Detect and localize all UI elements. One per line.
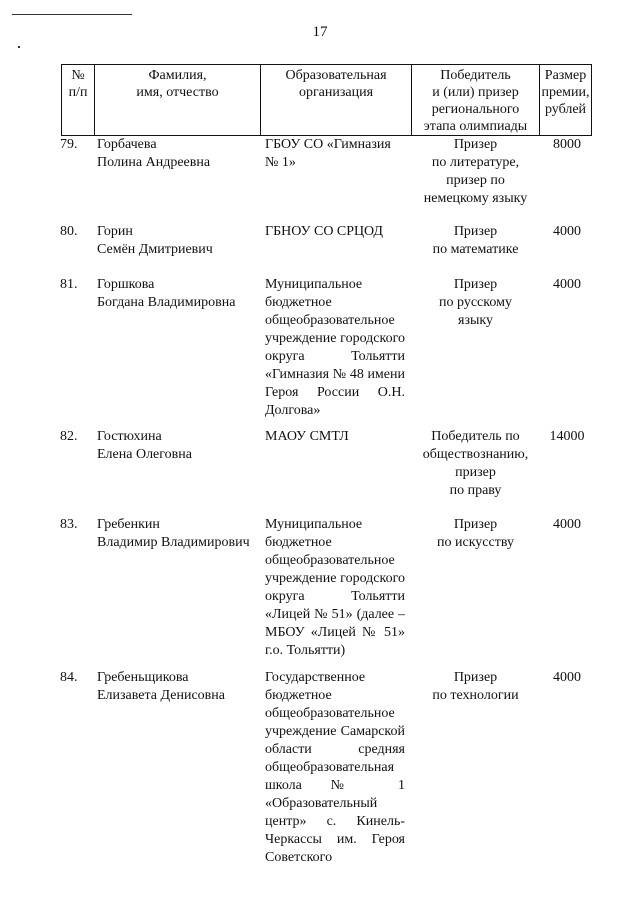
page-number: 17 bbox=[312, 24, 328, 40]
row-number: 80. bbox=[60, 224, 78, 239]
row-prize: 4000 bbox=[553, 277, 581, 292]
row-prize: 4000 bbox=[553, 670, 581, 685]
row-prize: 4000 bbox=[553, 224, 581, 239]
scan-artifact-dot bbox=[18, 46, 20, 48]
row-organization: ГБНОУ СО СРЦОД bbox=[265, 224, 383, 239]
row-full-name: Горшкова Богдана Владимировна bbox=[97, 277, 236, 310]
row-prize: 4000 bbox=[553, 517, 581, 532]
row-number: 83. bbox=[60, 517, 78, 532]
row-full-name: Гребенкин Владимир Владимирович bbox=[97, 517, 250, 550]
row-prize: 14000 bbox=[549, 429, 585, 444]
header-olympiad-result: Победитель и (или) призер регионального этапа олимпиады bbox=[411, 64, 540, 136]
row-full-name: Гребеньщикова Елизавета Денисовна bbox=[97, 670, 225, 703]
row-number: 84. bbox=[60, 670, 78, 685]
row-result: Призер по технологии bbox=[432, 670, 519, 703]
row-full-name: Гостюхина Елена Олеговна bbox=[97, 429, 192, 462]
header-number: № п/п bbox=[61, 64, 95, 136]
header-prize-amount: Размер премии, рублей bbox=[539, 64, 592, 136]
row-result: Призер по русскому языку bbox=[439, 277, 512, 328]
row-organization: Муниципальное бюджетное общеобразовательное учреждение городского округа Тольятти «Гимназия № 48 имени Героя России О.Н. Долгова» bbox=[265, 277, 405, 418]
row-organization: МАОУ СМТЛ bbox=[265, 429, 349, 444]
row-full-name: Горин Семён Дмитриевич bbox=[97, 224, 213, 257]
row-organization: Муниципальное бюджетное общеобразовательное учреждение городского округа Тольятти «Лицей № 51» (далее – МБОУ «Лицей № 51» г.о. Тольятти) bbox=[265, 517, 405, 658]
header-organization: Образовательная организация bbox=[260, 64, 412, 136]
row-organization: Государственное бюджетное общеобразовательное учреждение Самарской области средняя общеобразовательная школа № 1 «Образовательный центр» с. Кинель-Черкассы им. Героя Советского bbox=[265, 670, 405, 865]
row-result: Призер по искусству bbox=[437, 517, 514, 550]
scan-artifact-line bbox=[12, 14, 132, 15]
row-number: 79. bbox=[60, 137, 78, 152]
row-result: Призер по математике bbox=[432, 224, 519, 257]
row-result: Победитель по обществознанию, призер по праву bbox=[422, 429, 529, 498]
row-organization: ГБОУ СО «Гимназия № 1» bbox=[265, 137, 391, 170]
row-number: 82. bbox=[60, 429, 78, 444]
row-number: 81. bbox=[60, 277, 78, 292]
header-full-name: Фамилия, имя, отчество bbox=[94, 64, 261, 136]
row-result: Призер по литературе, призер по немецкому языку bbox=[423, 137, 528, 206]
row-full-name: Горбачева Полина Андреевна bbox=[97, 137, 211, 170]
row-prize: 8000 bbox=[553, 137, 581, 152]
